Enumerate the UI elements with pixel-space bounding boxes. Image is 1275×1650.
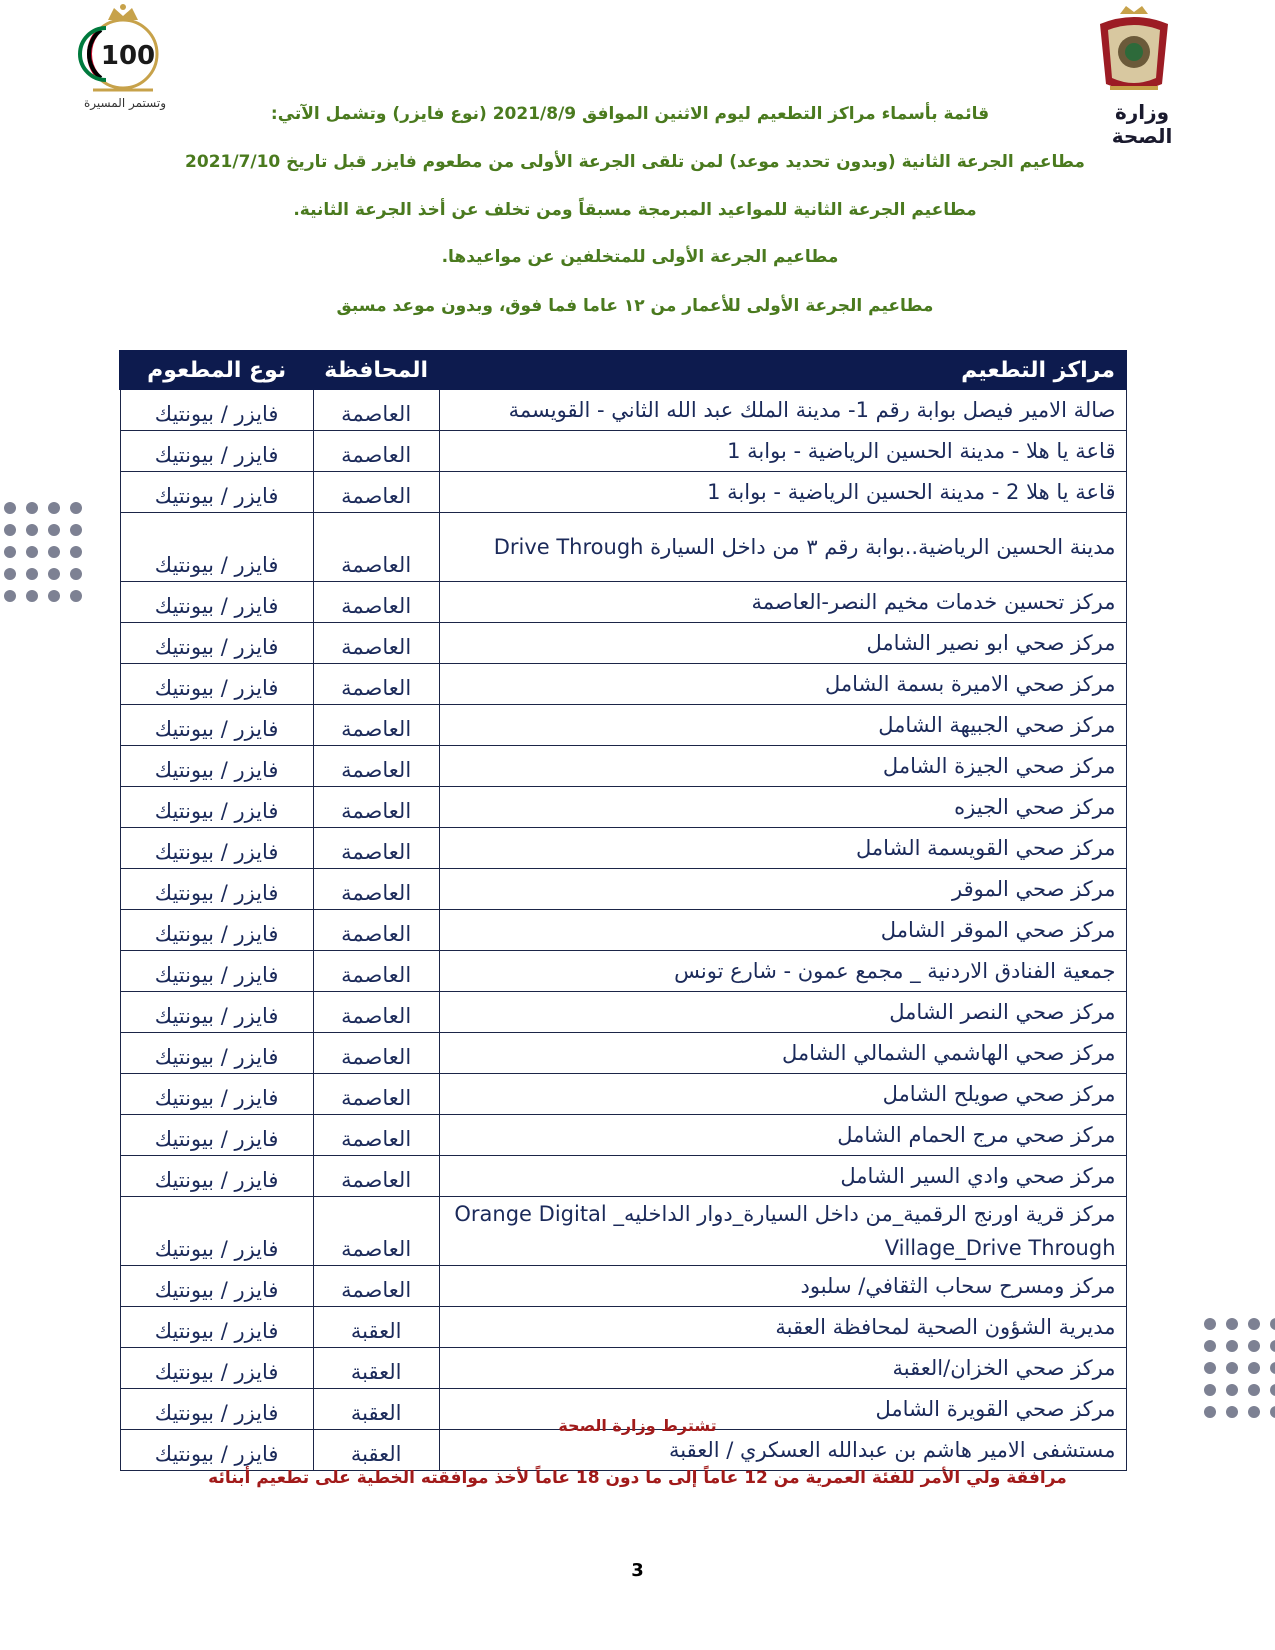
vaccine-type-cell: فايزر / بيونتيك: [120, 389, 313, 431]
heading-line-5: مطاعيم الجرعة الأولى للأعمار من ١٢ عاما فما فوق، وبدون موعد مسبق: [336, 296, 934, 316]
ministry-requirement-text: مرافقة ولي الأمر للفئة العمرية من 12 عاماً إلى ما دون 18 عاماً لأخذ موافقته الخطية على تطعيم أبنائه: [208, 1468, 1067, 1488]
heading-line-4: مطاعيم الجرعة الأولى للمتخلفين عن مواعيدها.: [441, 247, 839, 267]
vaccine-type-cell: فايزر / بيونتيك: [120, 828, 313, 869]
vaccine-type-cell: فايزر / بيونتيك: [120, 1197, 313, 1266]
governorate-cell: العقبة: [313, 1348, 439, 1389]
center-name-cell: مركز صحي الجيزه: [439, 787, 1126, 828]
table-row: [120, 1348, 1126, 1389]
center-name-cell: مركز تحسين خدمات مخيم النصر-العاصمة: [439, 582, 1126, 623]
table-row: [120, 1033, 1126, 1074]
center-name-cell: مركز صحي الجبيهة الشامل: [439, 705, 1126, 746]
governorate-cell: العقبة: [313, 1430, 439, 1471]
center-name-cell: مستشفى الامير هاشم بن عبدالله العسكري / العقبة: [439, 1430, 1126, 1471]
vaccine-type-cell: فايزر / بيونتيك: [120, 664, 313, 705]
table-row: [120, 513, 1126, 582]
governorate-cell: العاصمة: [313, 1197, 439, 1266]
center-name-cell: مركز صحي النصر الشامل: [439, 992, 1126, 1033]
coat-of-arms-icon: [1090, 4, 1178, 100]
vaccine-type-cell: فايزر / بيونتيك: [120, 910, 313, 951]
center-name-cell: مركز صحي الموقر الشامل: [439, 910, 1126, 951]
center-name-cell: مدينة الحسين الرياضية..بوابة رقم ٣ من داخل السيارة Drive Through: [439, 513, 1126, 582]
centennial-tagline: وتستمر المسيرة: [84, 96, 166, 110]
table-row: [120, 1307, 1126, 1348]
center-name-cell: مركز صحي وادي السير الشامل: [439, 1156, 1126, 1197]
governorate-cell: العاصمة: [313, 787, 439, 828]
center-name-cell: قاعة يا هلا - مدينة الحسين الرياضية - بوابة 1: [439, 431, 1126, 472]
vaccine-type-cell: فايزر / بيونتيك: [120, 1033, 313, 1074]
vaccine-type-cell: فايزر / بيونتيك: [120, 1074, 313, 1115]
table-row: [120, 472, 1126, 513]
table-row: [120, 992, 1126, 1033]
vaccine-type-cell: فايزر / بيونتيك: [120, 1156, 313, 1197]
vaccine-type-cell: فايزر / بيونتيك: [120, 746, 313, 787]
governorate-cell: العاصمة: [313, 869, 439, 910]
center-name-cell: مركز صحي الهاشمي الشمالي الشامل: [439, 1033, 1126, 1074]
vaccine-type-cell: فايزر / بيونتيك: [120, 951, 313, 992]
column-header-vaccine: نوع المطعوم: [120, 351, 313, 389]
ministry-requirement-title: تشترط وزارة الصحة: [558, 1416, 717, 1435]
table-row: [120, 431, 1126, 472]
vaccine-type-cell: فايزر / بيونتيك: [120, 705, 313, 746]
center-name-cell: قاعة يا هلا 2 - مدينة الحسين الرياضية - بوابة 1: [439, 472, 1126, 513]
governorate-cell: العاصمة: [313, 910, 439, 951]
center-name-cell: مركز صحي الخزان/العقبة: [439, 1348, 1126, 1389]
vaccine-type-cell: فايزر / بيونتيك: [120, 787, 313, 828]
governorate-cell: العقبة: [313, 1307, 439, 1348]
vaccine-type-cell: فايزر / بيونتيك: [120, 869, 313, 910]
governorate-cell: العاصمة: [313, 664, 439, 705]
governorate-cell: العاصمة: [313, 951, 439, 992]
governorate-cell: العاصمة: [313, 992, 439, 1033]
center-name-cell: صالة الامير فيصل بوابة رقم 1- مدينة الملك عبد الله الثاني - القويسمة: [439, 389, 1126, 431]
vaccine-type-cell: فايزر / بيونتيك: [120, 1115, 313, 1156]
vaccine-type-cell: فايزر / بيونتيك: [120, 1266, 313, 1307]
center-name-cell: مركز صحي الموقر: [439, 869, 1126, 910]
table-row: [120, 705, 1126, 746]
governorate-cell: العاصمة: [313, 746, 439, 787]
table-row: [120, 746, 1126, 787]
table-row: [120, 389, 1126, 431]
governorate-cell: العقبة: [313, 1389, 439, 1430]
ministry-name: وزارة الصحة: [1111, 100, 1173, 148]
table-header-row: [120, 351, 1126, 389]
governorate-cell: العاصمة: [313, 1266, 439, 1307]
center-name-cell: مركز صحي مرج الحمام الشامل: [439, 1115, 1126, 1156]
governorate-cell: العاصمة: [313, 1033, 439, 1074]
vaccine-type-cell: فايزر / بيونتيك: [120, 1348, 313, 1389]
governorate-cell: العاصمة: [313, 1156, 439, 1197]
center-name-cell: مركز صحي ابو نصير الشامل: [439, 623, 1126, 664]
center-name-cell: مركز قرية اورنج الرقمية_من داخل السيارة_دوار الداخليه_ Orange Digital Village_Drive Through: [439, 1197, 1126, 1266]
table-row: [120, 664, 1126, 705]
governorate-cell: العاصمة: [313, 389, 439, 431]
center-name-cell: مركز صحي الاميرة بسمة الشامل: [439, 664, 1126, 705]
table-row: [120, 1430, 1126, 1471]
vaccine-type-cell: فايزر / بيونتيك: [120, 1307, 313, 1348]
table-row: [120, 910, 1126, 951]
page-number: 3: [631, 1560, 644, 1581]
center-name-cell: مركز صحي القويسمة الشامل: [439, 828, 1126, 869]
governorate-cell: العاصمة: [313, 431, 439, 472]
column-header-center: مراكز التطعيم: [439, 351, 1126, 389]
table-row: [120, 828, 1126, 869]
table-row: [120, 869, 1126, 910]
table-row: [120, 582, 1126, 623]
vaccination-centers-table: [119, 350, 1127, 1471]
vaccine-type-cell: فايزر / بيونتيك: [120, 472, 313, 513]
vaccine-type-cell: فايزر / بيونتيك: [120, 1430, 313, 1471]
vaccine-type-cell: فايزر / بيونتيك: [120, 513, 313, 582]
heading-line-2: مطاعيم الجرعة الثانية (وبدون تحديد موعد) لمن تلقى الجرعة الأولى من مطعوم فايزر قبل تاريخ 2021/7/10: [185, 152, 1085, 172]
center-name-cell: مركز صحي القويرة الشامل: [439, 1389, 1126, 1430]
table-row: [120, 1115, 1126, 1156]
table-row: [120, 1074, 1126, 1115]
table-row: [120, 787, 1126, 828]
vaccine-type-cell: فايزر / بيونتيك: [120, 1389, 313, 1430]
center-name-cell: مديرية الشؤون الصحية لمحافظة العقبة: [439, 1307, 1126, 1348]
governorate-cell: العاصمة: [313, 582, 439, 623]
vaccine-type-cell: فايزر / بيونتيك: [120, 431, 313, 472]
center-name-cell: مركز ومسرح سحاب الثقافي/ سلبود: [439, 1266, 1126, 1307]
governorate-cell: العاصمة: [313, 623, 439, 664]
decorative-dots-left: [4, 502, 82, 602]
heading-line-3: مطاعيم الجرعة الثانية للمواعيد المبرمجة مسبقاً ومن تخلف عن أخذ الجرعة الثانية.: [293, 200, 977, 220]
governorate-cell: العاصمة: [313, 1074, 439, 1115]
vaccine-type-cell: فايزر / بيونتيك: [120, 582, 313, 623]
table-row: [120, 951, 1126, 992]
governorate-cell: العاصمة: [313, 472, 439, 513]
center-name-cell: جمعية الفنادق الاردنية _ مجمع عمون - شارع تونس: [439, 951, 1126, 992]
column-header-governorate: المحافظة: [313, 351, 439, 389]
table-row: [120, 1197, 1126, 1266]
vaccine-type-cell: فايزر / بيونتيك: [120, 623, 313, 664]
governorate-cell: العاصمة: [313, 1115, 439, 1156]
governorate-cell: العاصمة: [313, 705, 439, 746]
governorate-cell: العاصمة: [313, 828, 439, 869]
center-name-cell: مركز صحي صويلح الشامل: [439, 1074, 1126, 1115]
svg-text:100: 100: [100, 41, 156, 71]
governorate-cell: العاصمة: [313, 513, 439, 582]
table-row: [120, 623, 1126, 664]
decorative-dots-right: [1204, 1318, 1275, 1418]
heading-line-1: قائمة بأسماء مراكز التطعيم ليوم الاثنين الموافق 2021/8/9 (نوع فايزر) وتشمل الآتي:: [270, 104, 990, 124]
table-row: [120, 1266, 1126, 1307]
center-name-cell: مركز صحي الجيزة الشامل: [439, 746, 1126, 787]
vaccine-type-cell: فايزر / بيونتيك: [120, 992, 313, 1033]
table-row: [120, 1156, 1126, 1197]
